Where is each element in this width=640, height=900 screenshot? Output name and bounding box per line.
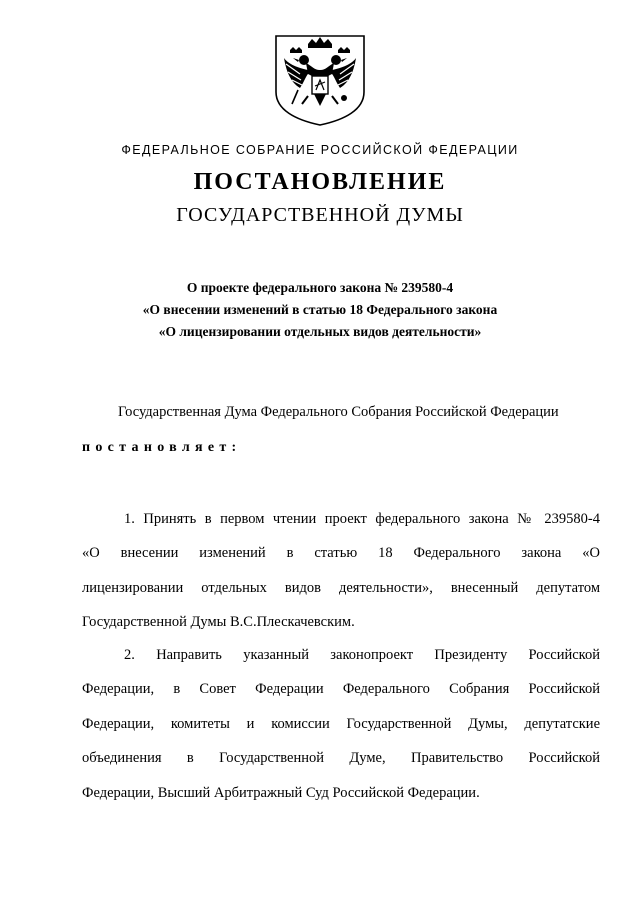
paragraph-line: 2. Направить указанный законопроект Президенту Российской [124,647,600,663]
paragraph-1 [82,502,600,640]
paragraph-line: Федерации, в Совет Федерации Федерального Собрания Российской [82,681,600,698]
decree-word: постановляет: [82,440,242,455]
document-type-title: ПОСТАНОВЛЕНИЕ [193,169,447,195]
paragraph-line: Федерации, комитеты и комиссии Государственной Думы, депутатские [82,715,600,732]
paragraph-2 [82,638,600,810]
paragraph-line: лицензировании отдельных видов деятельности», внесенный депутатом [82,579,600,596]
paragraph-line: Государственной Думы В.С.Плескачевским. [82,614,355,631]
paragraph-line: «О внесении изменений в статью 18 Федерального закона «О [82,545,600,562]
russian-coat-of-arms-icon [268,30,372,126]
intro-text: Государственная Дума Федерального Собрания Российской Федерации [118,404,559,420]
subject-line: «О лицензировании отдельных видов деятельности» [158,324,482,339]
paragraph-line: Федерации, Высший Арбитражный Суд Российской Федерации. [82,784,480,801]
paragraph-line: 1. Принять в первом чтении проект федерального закона № 239580-4 [124,511,600,527]
paragraph-line: объединения в Государственной Думе, Правительство Российской [82,750,600,767]
subject-line: О проекте федерального закона № 239580-4 [186,280,454,295]
issuer-title: ГОСУДАРСТВЕННОЙ ДУМЫ [176,204,464,226]
assembly-name: ФЕДЕРАЛЬНОЕ СОБРАНИЕ РОССИЙСКОЙ ФЕДЕРАЦИИ [121,143,519,157]
document-subject [0,277,640,343]
subject-line: «О внесении изменений в статью 18 Федерального закона [142,302,498,317]
